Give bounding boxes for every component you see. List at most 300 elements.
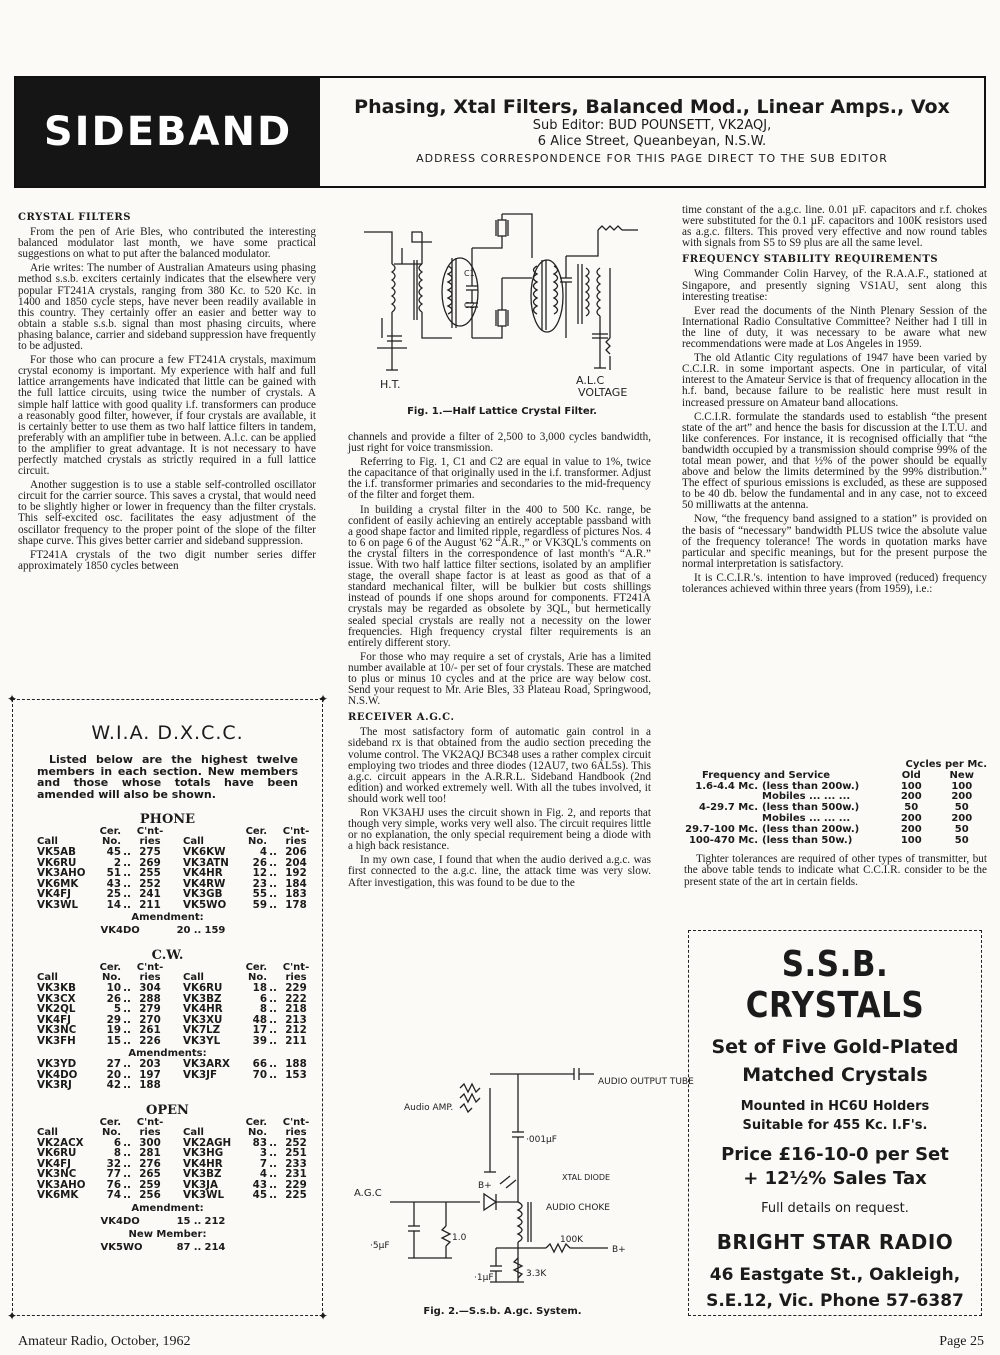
dot-leader: ..	[269, 1058, 277, 1070]
dot-leader: ..	[123, 1168, 131, 1180]
dxcc-row	[37, 1025, 313, 1036]
countries-count: 275	[139, 846, 161, 858]
countries-count: 203	[139, 1058, 161, 1070]
certificate-number: 6	[113, 1136, 121, 1149]
no-header: No.	[101, 1126, 121, 1138]
new-value: 50	[954, 802, 969, 814]
gap-cell	[167, 889, 183, 900]
dot-leader: ..	[123, 846, 131, 858]
call-sign: VK4FJ	[37, 1157, 71, 1170]
certificate-number: 3	[259, 1147, 267, 1159]
paragraph: time constant of the a.g.c. line. 0.01 µF. capacitors and r.f. chokes were substituted for the 0.1 µF. capacitors and 100K resistors used as a.g.c. filters. This proved very effective and now round tables with signals from S5 to S9 plus are all the same level.	[682, 204, 987, 250]
countries-count: 229	[285, 982, 307, 994]
dxcc-row	[37, 847, 313, 858]
call-header: Call	[37, 1126, 58, 1138]
countries-count: 192	[285, 867, 307, 879]
call-sign	[183, 1080, 245, 1091]
call-sign: VK3NC	[37, 1024, 77, 1036]
countries-count: 304	[139, 982, 161, 994]
certificate-number: 12	[252, 867, 267, 879]
dot-leader: ..	[123, 1024, 131, 1036]
frequency-service: (less than 200w.)	[762, 823, 860, 835]
label-xtal-diode: XTAL DIODE	[562, 1173, 611, 1182]
call-sign: VK3WL	[37, 898, 79, 911]
dxcc-row	[37, 868, 313, 879]
countries-count: 261	[139, 1024, 161, 1036]
dot-leader: ..	[123, 1189, 131, 1201]
dot-leader: ..	[193, 1241, 202, 1253]
certificate-number: 26	[106, 992, 121, 1005]
old-value: 200	[900, 791, 922, 803]
countries-count: 281	[139, 1147, 161, 1159]
dot-leader: ..	[269, 877, 277, 890]
call-sign: VK3XU	[183, 1013, 223, 1026]
dxcc-section-title: C.W.	[151, 948, 184, 963]
countries-count: 178	[285, 898, 307, 911]
call-sign: VK3JA	[183, 1178, 218, 1191]
call-sign: VK3WL	[183, 1189, 225, 1201]
certificate-number: 19	[106, 1024, 121, 1036]
ad-line: Matched Crystals	[742, 1064, 928, 1086]
call-sign: VK4DO	[37, 1068, 78, 1081]
call-sign: VK6KW	[183, 846, 226, 858]
dxcc-row	[37, 1036, 313, 1047]
call-sign: VK3AHO	[37, 867, 86, 879]
countries-count: 300	[139, 1136, 161, 1149]
dot-leader: ..	[269, 1147, 277, 1159]
ries-header: ries	[285, 836, 307, 847]
certificate-number: 66	[252, 1058, 267, 1070]
certificate-number: 15	[106, 1034, 121, 1047]
blank-cell	[267, 963, 279, 973]
half-lattice-filter-diagram	[352, 208, 652, 398]
gap-cell	[167, 1159, 183, 1170]
certificate-number: 55	[252, 888, 267, 900]
label-audio-amp: Audio AMP.	[404, 1103, 454, 1113]
ries-header: ries	[139, 1126, 161, 1138]
countries-count: 188	[285, 1058, 307, 1070]
old-value: 200	[900, 823, 922, 835]
call-header: Call	[183, 972, 204, 983]
ad-line: Set of Five Gold-Plated	[711, 1036, 959, 1058]
blank-cell	[121, 1118, 133, 1128]
certificate-number: 42	[106, 1079, 121, 1091]
dxcc-row	[37, 1169, 313, 1180]
ad-address: 46 Eastgate St., Oakleigh,	[709, 1265, 961, 1285]
ad-headline: S.S.B. CRYSTALS	[745, 943, 925, 1027]
no-header: No.	[101, 836, 121, 847]
label-c2: C2	[464, 301, 475, 310]
countries-count: 206	[285, 846, 307, 858]
countries-count: 276	[139, 1157, 161, 1170]
dot-leader: ..	[123, 982, 131, 994]
gap-cell	[167, 1128, 183, 1138]
footer-publication: Amateur Radio, October, 1962	[18, 1334, 191, 1349]
old-value: 50	[904, 802, 919, 814]
call-sign: VK4FJ	[37, 888, 71, 900]
gap-cell	[167, 1080, 183, 1091]
dot-leader: ..	[269, 1024, 277, 1036]
call-sign: VK5AB	[37, 846, 76, 858]
countries-count: 252	[139, 877, 161, 890]
call-sign: VK3ATN	[183, 856, 229, 869]
call-sign: VK3ARX	[183, 1058, 230, 1070]
dxcc-table	[37, 827, 313, 910]
paragraph: Now, “the frequency band assigned to a station” is provided on the basis of “necessary” bandwidth PLUS twice the absolute value of the frequency tolerance! The words in quotation marks have particular and specific meanings, but for the present purpose the normal interpretation is satisfactory.	[682, 513, 987, 570]
amendment-label: Amendment:	[131, 912, 204, 923]
dxcc-row	[37, 1059, 313, 1070]
gap-cell	[167, 1190, 183, 1201]
label-bplus-right: B+	[612, 1245, 626, 1255]
blank-cell	[267, 1118, 279, 1128]
corner-mark: ✦	[317, 1309, 328, 1323]
dot-leader: ..	[123, 1147, 131, 1159]
gap-cell	[167, 1169, 183, 1180]
dot-leader: ..	[269, 1136, 277, 1149]
dxcc-table	[37, 963, 313, 1046]
call-sign: VK4HR	[183, 1157, 223, 1170]
new-value: 100	[951, 780, 973, 792]
countries-header: C'nt-	[136, 826, 164, 837]
corner-mark: ✦	[317, 692, 328, 706]
paragraph: From the pen of Arie Bles, who contributed the interesting balanced modulator last month, we have some practical suggestions on what to put after the balanced modulator.	[18, 226, 316, 261]
call-sign: VK3JF	[183, 1068, 217, 1081]
gap-cell	[167, 858, 183, 869]
dot-leader: ..	[123, 1034, 131, 1047]
gap-cell	[167, 868, 183, 879]
cer-header: Cer.	[99, 962, 121, 973]
certificate-number: 6	[259, 992, 267, 1005]
call-sign: VK3GB	[183, 888, 223, 900]
dxcc-header-row	[37, 1118, 313, 1128]
corner-mark: ✦	[7, 1309, 18, 1323]
label-r-1m: 1.0	[452, 1233, 467, 1243]
dot-leader: ..	[269, 846, 277, 858]
frequency-service: (less than 50w.)	[762, 834, 853, 846]
certificate-number: 76	[106, 1178, 121, 1191]
label-cap-1: ·1µF	[474, 1273, 494, 1283]
certificate-number: 74	[106, 1189, 121, 1201]
call-header: Call	[37, 836, 58, 847]
countries-count	[279, 1080, 313, 1091]
dxcc-header-row	[37, 1128, 313, 1138]
certificate-number: 20	[176, 925, 191, 936]
dxcc-row	[37, 1070, 313, 1081]
paragraph: In my own case, I found that when the audio derived a.g.c. was first connected to the a.g.c. line, the attack time was very slow. After investigation, this was found to be due to the	[348, 854, 651, 889]
countries-count: 188	[139, 1079, 161, 1091]
ries-header: ries	[139, 972, 161, 983]
paragraph: Another suggestion is to use a stable self-controlled oscillator circuit for the carrier source. This saves a crystal, that would need to be slightly higher or lower in frequency than the filter crystals. This self-excited osc. facilitates the easy adjustment of the oscillator frequency to the proper point of the slope of the filter shape curve. This gives better carrier and sideband suppression.	[18, 479, 316, 547]
dot-leader: ..	[269, 1168, 277, 1180]
call-sign: VK6RU	[183, 982, 223, 994]
gap-cell	[167, 879, 183, 890]
amendment-label: Amendment:	[131, 1202, 204, 1214]
certificate-number: 5	[113, 1003, 121, 1015]
dot-leader: ..	[123, 856, 131, 869]
no-header: No.	[247, 972, 267, 983]
left-column	[18, 207, 316, 575]
gap-cell	[167, 963, 183, 973]
countries-count: 241	[139, 888, 161, 900]
countries-count: 183	[285, 888, 307, 900]
dxcc-row	[37, 983, 313, 994]
header-topics: Phasing, Xtal Filters, Balanced Mod., Linear Amps., Vox	[354, 96, 950, 118]
dxcc-section-title: PHONE	[139, 812, 196, 827]
paragraph: Referring to Fig. 1, C1 and C2 are equal in value to 1%, twice the capacitance of that originally used in the i.f. transformer. Adjust the i.f. transformer primaries and secondaries to the mid-frequency of the filter and forget them.	[348, 456, 651, 502]
correspondence-note: ADDRESS CORRESPONDENCE FOR THIS PAGE DIRECT TO THE SUB EDITOR	[416, 152, 888, 165]
dot-leader: ..	[123, 1068, 131, 1081]
paragraph: FT241A crystals of the two digit number series differ approximately 1850 cycles between	[18, 548, 316, 572]
countries-count: 213	[285, 1013, 307, 1026]
ad-price: Price £16-10-0 per Set	[721, 1144, 949, 1165]
certificate-number	[245, 1080, 267, 1091]
certificate-number: 43	[252, 1178, 267, 1191]
header-details	[320, 78, 984, 186]
label-audio-choke: AUDIO CHOKE	[546, 1203, 610, 1213]
gap-cell	[167, 1138, 183, 1149]
new-value: 50	[954, 834, 969, 846]
certificate-number: 77	[106, 1168, 121, 1180]
call-sign: VK4DO	[100, 925, 140, 936]
certificate-number: 26	[252, 856, 267, 869]
call-sign: VK3RJ	[37, 1079, 72, 1091]
certificate-number: 87	[176, 1241, 191, 1253]
dxcc-row	[37, 1080, 313, 1091]
dot-leader: ..	[123, 867, 131, 879]
dxcc-amend-line	[13, 925, 322, 936]
gap-cell	[167, 1015, 183, 1026]
frequency-service: (less than 200w.)	[762, 780, 860, 792]
dot-leader: ..	[123, 992, 131, 1005]
countries-count: 204	[285, 856, 307, 869]
countries-count: 259	[139, 1178, 161, 1191]
dot-leader: ..	[123, 1058, 131, 1070]
amendments-label: Amendments:	[128, 1048, 207, 1059]
gap-cell	[167, 973, 183, 983]
gap-cell	[167, 1148, 183, 1159]
gap-cell	[167, 994, 183, 1005]
ssb-crystals-advert	[688, 930, 982, 1316]
ad-company: BRIGHT STAR RADIO	[716, 1230, 954, 1254]
countries-count: 197	[139, 1068, 161, 1081]
dot-leader: ..	[269, 856, 277, 869]
dot-leader: ..	[123, 1079, 131, 1091]
certificate-number: 70	[252, 1068, 267, 1081]
heading-frequency-stability: FREQUENCY STABILITY REQUIREMENTS	[682, 254, 939, 266]
label-voltage: VOLTAGE	[578, 386, 628, 399]
cer-header: Cer.	[245, 826, 267, 837]
countries-count: 211	[285, 1034, 307, 1047]
certificate-number: 45	[252, 1189, 267, 1201]
ad-tax: + 12½% Sales Tax	[743, 1168, 927, 1189]
call-sign: VK5WO	[183, 898, 227, 911]
call-sign: VK2QL	[37, 1003, 76, 1015]
certificate-number: 2	[113, 856, 121, 869]
paragraph: For those who can procure a few FT241A crystals, maximum crystal economy is important. My experience with half and full lattice arrangements have indicated that little can be gained with the full lattice circuits, using twice the number of crystals. A simple half lattice with good quality i.f. transformers can produce a reasonably good filter, however, if four crystals are available, it is certainly better to use them as two half lattice filters in tandem, preferably with an amplifier tube in between. A.l.c. can be applied to the amplifier to great advantage. It is not necessary to have perfectly matched crystals as strictly required in a full lattice circuit.	[18, 354, 316, 478]
gap-cell	[167, 1118, 183, 1128]
certificate-number: 14	[106, 898, 121, 911]
blank-cell	[183, 1118, 245, 1128]
cer-header: Cer.	[99, 826, 121, 837]
call-sign: VK3KB	[37, 982, 76, 994]
dot-leader: ..	[269, 1189, 277, 1201]
dot-leader: ..	[123, 1136, 131, 1149]
countries-count: 222	[285, 992, 307, 1005]
blank-cell	[121, 963, 133, 973]
call-sign: VK3YD	[37, 1058, 77, 1070]
call-header: Call	[37, 972, 58, 983]
certificate-number: 18	[252, 982, 267, 994]
countries-header: C'nt-	[282, 1116, 310, 1128]
section-header	[14, 76, 986, 188]
dxcc-header-row	[37, 963, 313, 973]
ries-header: ries	[285, 1126, 307, 1138]
heading-crystal-filters: CRYSTAL FILTERS	[18, 212, 132, 223]
dxcc-row	[37, 1148, 313, 1159]
dot-leader: ..	[269, 982, 277, 994]
frequency-tolerance-table	[684, 760, 987, 891]
paragraph: The old Atlantic City regulations of 1947 have been varied by C.C.I.R. in some important aspects. One in particular, of vital interest to the Amateur Service is that of frequency allocation in the h.f. band, because failure to be realistic here must result in increased pressure on Amateur band allocations.	[682, 352, 987, 409]
label-agc: A.G.C	[354, 1188, 382, 1199]
label-r-100k: 100K	[560, 1235, 584, 1245]
paragraph: In building a crystal filter in the 400 to 500 Kc. range, be confident of easily achieving an entirely acceptable passband with a good shape factor and limited ripple, regardless of pictures Nos. 4 to 6 on page 6 of the August '62 “A.R.,” or VK3QL's comments on the crystal filters in the correspondence of last month's “A.R.” issue. With two half lattice filter sections, isolated by an amplifier stage, the overall shape factor is at least as good as that of a standard mechanical filter, will be bulkier but costs shillings instead of pounds if one shops around for components. FT241A crystals may be regarded as obsolete by 3QL, but hermetically sealed special crystals are really not a necessity on the lower frequencies. High frequency crystal filter requirements is an entirely different story.	[348, 503, 651, 649]
paragraph: Ever read the documents of the Ninth Plenary Session of the International Radio Consultative Committee? Neither had I till in the line of duty, it was necessary to be aware what new recommendations were made at Los Angeles in 1959.	[682, 304, 987, 351]
corner-mark: ✦	[7, 692, 18, 706]
certificate-number: 59	[252, 898, 267, 911]
dxcc-amend-line	[13, 1242, 322, 1253]
gap-cell	[167, 827, 183, 837]
countries-count: 212	[285, 1024, 307, 1036]
countries-header: C'nt-	[282, 962, 310, 973]
certificate-number: 4	[259, 846, 267, 858]
dot-leader: ..	[269, 1068, 277, 1081]
certificate-number: 7	[259, 1157, 267, 1170]
certificate-number: 25	[106, 888, 121, 900]
sub-editor: Sub Editor: BUD POUNSETT, VK2AQJ,	[532, 118, 772, 133]
cer-header: Cer.	[245, 962, 267, 973]
frequency-band: 100-470 Mc.	[688, 834, 758, 846]
gap-cell	[167, 983, 183, 994]
paragraph: It is C.C.I.R.'s. intention to have improved (reduced) frequency tolerances achieved within three years (from 1959), i.e.:	[682, 571, 987, 595]
countries-count: 184	[285, 877, 307, 890]
countries-count: 288	[139, 992, 161, 1005]
call-sign: VK2ACX	[37, 1136, 84, 1149]
dot-leader: ..	[123, 1157, 131, 1170]
countries-count: 212	[204, 1215, 226, 1227]
call-sign: VK2AGH	[183, 1136, 232, 1149]
figure-1	[352, 208, 652, 416]
dot-leader: ..	[269, 1034, 277, 1047]
certificate-number: 8	[113, 1147, 121, 1159]
dxcc-row	[37, 1004, 313, 1015]
certificate-number: 29	[106, 1013, 121, 1026]
new-value: 200	[951, 791, 973, 803]
blank-cell	[121, 827, 133, 837]
label-c1: C1	[464, 269, 475, 278]
cycles-header: Cycles per Mc.	[905, 759, 987, 770]
countries-count: 233	[285, 1157, 307, 1170]
label-cap-001: ·001µF	[526, 1135, 557, 1145]
call-sign: VK4RW	[183, 877, 226, 890]
dot-leader: ..	[123, 877, 131, 890]
new-member-label: New Member:	[128, 1228, 207, 1240]
dot-leader: ..	[123, 1003, 131, 1015]
cer-header: Cer.	[245, 1116, 267, 1128]
dot-leader: ..	[123, 888, 131, 900]
countries-count: 218	[285, 1003, 307, 1015]
dxcc-intro: Listed below are the highest twelve members in each section. New members and those whose totals have been amended will also be shown.	[37, 753, 298, 801]
countries-count: 231	[285, 1168, 307, 1180]
dot-leader: ..	[193, 925, 202, 936]
certificate-number: 20	[106, 1068, 121, 1081]
dxcc-amend-table	[37, 1059, 313, 1091]
label-alc: A.L.C	[576, 374, 605, 387]
paragraph: Arie writes: The number of Australian Amateurs using phasing method s.s.b. exciters certainly indicates that the elsewhere very popular FT241A crystals, ranging from 380 Kc. to 520 Kc. in 1400 and 1850 cycle steps, have never been readily available in this country. They certainly offer an easier and better way to obtain a stable s.s.b. signal than most phasing circuits, where phasing balance, carrier and sideband suppression have frequently to be adjusted.	[18, 262, 316, 353]
certificate-number: 45	[106, 846, 121, 858]
old-value: 100	[900, 834, 922, 846]
blank-cell	[37, 1118, 99, 1128]
call-sign: VK6RU	[37, 856, 77, 869]
frequency-band: 4-29.7 Mc.	[699, 802, 758, 814]
certificate-number: 48	[252, 1013, 267, 1026]
dot-leader: ..	[123, 1178, 131, 1191]
label-cap-5: ·5µF	[370, 1241, 390, 1251]
paragraph: For those who may require a set of crystals, Arie has a limited number available at 10/- per set of four crystals. These are matched to plus or minus 10 cycles and at the price are way below cost. Send your request to Mr. Arie Bles, 33 Plateau Road, Springwood, N.S.W.	[348, 650, 651, 708]
call-sign: VK5WO	[100, 1241, 143, 1253]
middle-column	[348, 432, 651, 892]
ries-header: ries	[139, 836, 161, 847]
label-r-33k: 3.3K	[526, 1269, 547, 1279]
frequency-band: 1.6-4.4 Mc.	[695, 780, 758, 792]
dxcc-row	[37, 889, 313, 900]
frequency-service: Mobiles ... ... ...	[762, 791, 851, 803]
frequency-service: Mobiles ... ... ...	[762, 812, 851, 824]
dxcc-table	[37, 1118, 313, 1201]
call-sign: VK3YL	[183, 1034, 221, 1047]
paragraph: C.C.I.R. formulate the standards used to establish “the present state of the art” and hence the basis for discussion at the I.T.U. and like conferences. For instance, it is recognised officially that “the bandwidth occupied by a transmission should comprise 99% of the total mean power, and that ½% of the power should be equally above and below the limits determined by the 99% distribution.” The effect of spurious emissions is excluded, as these are supposed to be 40 db. below the fundamental and in any case, not to exceed 50 milliwatts at the antenna.	[682, 410, 987, 512]
ries-header: ries	[285, 972, 307, 983]
countries-count: 256	[139, 1189, 161, 1201]
ad-details: Full details on request.	[761, 1201, 909, 1216]
dot-leader: ..	[193, 1215, 202, 1227]
gap-cell	[167, 847, 183, 858]
call-sign: VK4DO	[100, 1215, 140, 1227]
old-header: Old	[901, 769, 921, 781]
dot-leader: ..	[269, 1157, 277, 1170]
certificate-number: 32	[106, 1157, 121, 1170]
dxcc-header-row	[37, 827, 313, 837]
paragraph: Tighter tolerances are required of other types of transmitter, but the above table tends to indicate what C.C.I.R. consider to be the present state of the art in certain fields.	[684, 853, 987, 888]
dxcc-title: W.I.A. D.X.C.C.	[91, 722, 244, 744]
call-sign: VK6RU	[37, 1147, 77, 1159]
label-ht: H.T.	[380, 378, 401, 391]
editor-address: 6 Alice Street, Queanbeyan, N.S.W.	[537, 134, 767, 149]
figure-2-caption: Fig. 2.—S.s.b. A.gc. System.	[423, 1306, 582, 1317]
call-sign: VK4FJ	[37, 1013, 71, 1026]
countries-header: C'nt-	[282, 826, 310, 837]
frequency-service: (less than 500w.)	[762, 802, 860, 814]
call-sign: VK3FH	[37, 1034, 76, 1047]
footer-page-number: Page 25	[939, 1334, 984, 1349]
blank-cell	[121, 1128, 133, 1138]
certificate-number: 4	[259, 1168, 267, 1180]
paragraph: channels and provide a filter of 2,500 to 3,000 cycles bandwidth, just right for voice transmission.	[348, 431, 651, 455]
figure-1-caption: Fig. 1.—Half Lattice Crystal Filter.	[407, 406, 597, 417]
countries-count: 270	[139, 1013, 161, 1026]
no-header: No.	[247, 1126, 267, 1138]
ad-line: Mounted in HC6U Holders	[740, 1099, 930, 1114]
dot-leader: ..	[269, 898, 277, 911]
